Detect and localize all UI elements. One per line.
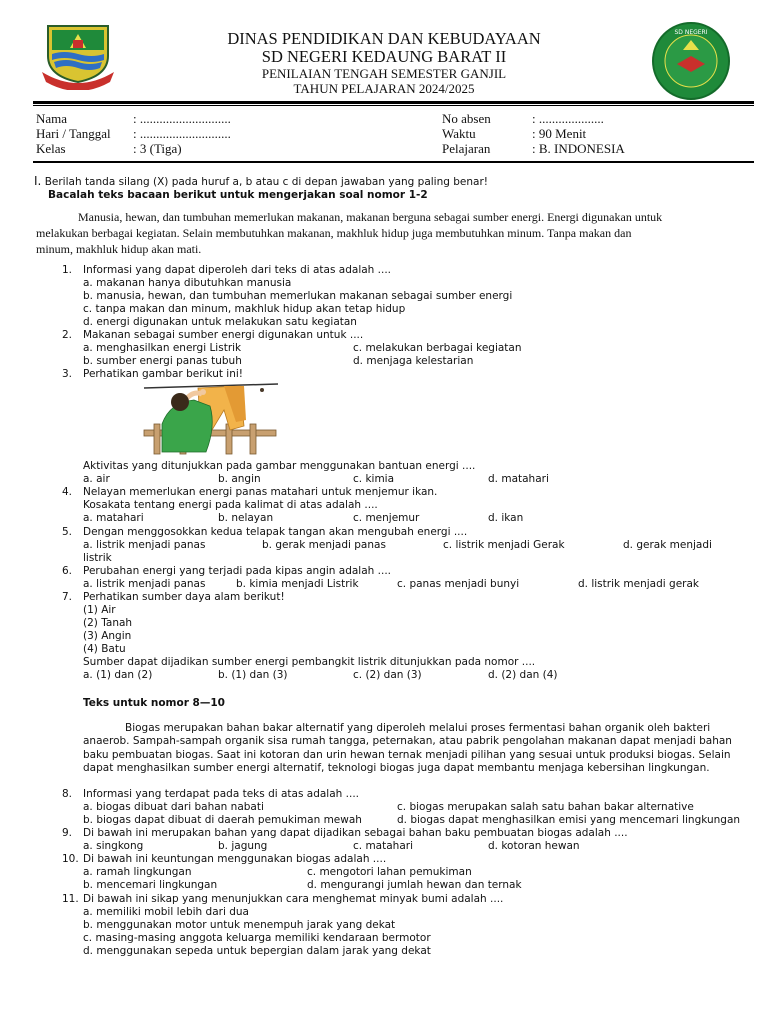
q6-text: Perubahan energi yang terjadi pada kipas angin adalah .... — [83, 565, 392, 577]
q11-option-d[interactable]: d. menggunakan sepeda untuk bepergian dalam jarak yang dekat — [83, 945, 431, 957]
q4-text: Nelayan memerlukan energi panas matahari untuk menjemur ikan. — [83, 486, 438, 498]
q8-option-b[interactable]: b. biogas dapat dibuat di daerah pemukiman mewah — [83, 814, 362, 826]
pelajaran-label: Pelajaran — [442, 141, 491, 156]
q6-option-c[interactable]: c. panas menjadi bunyi — [397, 578, 520, 590]
section-instruction: I. Berilah tanda silang (X) pada huruf a, b atau c di depan jawaban yang paling benar! — [34, 174, 488, 188]
q3-option-c[interactable]: c. kimia — [353, 473, 395, 485]
q3-question: Aktivitas yang ditunjukkan pada gambar menggunakan bantuan energi .... — [83, 460, 476, 472]
q6-option-b[interactable]: b. kimia menjadi Listrik — [236, 578, 359, 590]
waktu-value: : 90 Menit — [532, 126, 587, 141]
q8-option-c[interactable]: c. biogas merupakan salah satu bahan bakar alternative — [397, 801, 694, 813]
q1-number: 1. — [62, 264, 73, 276]
passage-2: Biogas merupakan bahan bakar alternatif yang diperoleh melalui proses fermentasi bahan organik oleh bakteri anaerob. Sampah-sampah organik sisa rumah tangga, peternakan, atau pabrik pengolahan makanan dapat menjadi bahan baku pembuatan biogas. Saat ini kotoran dan urin hewan ternak menjadi pilihan yang sesuai untuk produksi biogas. Selain dapat menghasilkan sumber energi alternatif, teknologi biogas juga dapat membantu menjaga kebersihan lingkungan. — [83, 722, 732, 774]
q1-option-a[interactable]: a. makanan hanya dibutuhkan manusia — [83, 277, 292, 289]
header-exam: PENILAIAN TENGAH SEMESTER GANJIL — [261, 66, 507, 81]
q8-text: Informasi yang terdapat pada teks di atas adalah .... — [83, 788, 360, 800]
kelas-label: Kelas — [36, 141, 66, 156]
q4-option-d[interactable]: d. ikan — [488, 512, 524, 524]
section-roman: I. — [34, 174, 42, 188]
identity-divider — [33, 161, 754, 163]
header-divider-thin — [33, 105, 754, 106]
q5-option-d[interactable]: d. gerak menjadi — [623, 539, 712, 551]
q9-option-b[interactable]: b. jagung — [218, 840, 268, 852]
q3-number: 3. — [62, 368, 73, 380]
q7-question: Sumber dapat dijadikan sumber energi pembangkit listrik ditunjukkan pada nomor .... — [83, 656, 536, 668]
q7-item-4: (4) Batu — [83, 643, 126, 655]
q7-option-a[interactable]: a. (1) dan (2) — [83, 669, 153, 681]
hari-field[interactable]: : ............................ — [133, 126, 231, 141]
q10-option-b[interactable]: b. mencemari lingkungan — [83, 879, 218, 891]
q7-item-3: (3) Angin — [83, 630, 132, 642]
q8-option-a[interactable]: a. biogas dibuat dari bahan nabati — [83, 801, 264, 813]
q8-option-d[interactable]: d. biogas dapat menghasilkan emisi yang mencemari lingkungan — [397, 814, 741, 826]
q3-text: Perhatikan gambar berikut ini! — [83, 368, 244, 380]
q4-option-b[interactable]: b. nelayan — [218, 512, 274, 524]
q5-option-a[interactable]: a. listrik menjadi panas — [83, 539, 206, 551]
q1-text: Informasi yang dapat diperoleh dari teks di atas adalah .... — [83, 264, 392, 276]
q2-option-c[interactable]: c. melakukan berbagai kegiatan — [353, 342, 522, 354]
q4-number: 4. — [62, 486, 73, 498]
nama-label: Nama — [36, 111, 68, 126]
q3-illustration — [140, 380, 280, 456]
waktu-label: Waktu — [442, 126, 476, 141]
q2-option-d[interactable]: d. menjaga kelestarian — [353, 355, 474, 367]
q5-option-b[interactable]: b. gerak menjadi panas — [262, 539, 386, 551]
svg-text:SD NEGERI: SD NEGERI — [674, 29, 708, 36]
header-divider-thick — [33, 101, 754, 104]
q9-option-c[interactable]: c. matahari — [353, 840, 413, 852]
q4-question: Kosakata tentang energi pada kalimat di atas adalah .... — [83, 499, 378, 511]
q5-option-c[interactable]: c. listrik menjadi Gerak — [443, 539, 565, 551]
q7-option-d[interactable]: d. (2) dan (4) — [488, 669, 558, 681]
q7-item-2: (2) Tanah — [83, 617, 133, 629]
hari-label: Hari / Tanggal — [36, 126, 111, 141]
passage-1: Manusia, hewan, dan tumbuhan memerlukan makanan, makanan berguna sebagai sumber energi. Energi digunakan untuk melakukan berbagai kegiatan. Selain membutuhkan makanan, makhluk hidup juga membutuhkan minum. Tanpa makan dan minum, makhluk hidup akan mati. — [36, 210, 663, 256]
q10-option-d[interactable]: d. mengurangi jumlah hewan dan ternak — [307, 879, 522, 891]
q7-number: 7. — [62, 591, 73, 603]
header-year: TAHUN PELAJARAN 2024/2025 — [293, 81, 475, 96]
q7-item-1: (1) Air — [83, 604, 116, 616]
header-school: SD NEGERI KEDAUNG BARAT II — [261, 47, 507, 66]
q10-option-c[interactable]: c. mengotori lahan pemukiman — [307, 866, 472, 878]
passage-2-heading: Teks untuk nomor 8—10 — [83, 697, 225, 709]
q10-text: Di bawah ini keuntungan menggunakan biogas adalah .... — [83, 853, 387, 865]
q1-option-d[interactable]: d. energi digunakan untuk melakukan satu kegiatan — [83, 316, 357, 328]
q2-option-a[interactable]: a. menghasilkan energi Listrik — [83, 342, 242, 354]
kelas-value: : 3 (Tiga) — [133, 141, 182, 156]
q11-option-a[interactable]: a. memiliki mobil lebih dari dua — [83, 906, 249, 918]
q9-text: Di bawah ini merupakan bahan yang dapat dijadikan sebagai bahan baku pembuatan biogas adalah .... — [83, 827, 628, 839]
q1-option-c[interactable]: c. tanpa makan dan minum, makhluk hidup akan tetap hidup — [83, 303, 406, 315]
q3-option-a[interactable]: a. air — [83, 473, 110, 485]
q6-number: 6. — [62, 565, 73, 577]
q7-text: Perhatikan sumber daya alam berikut! — [83, 591, 285, 603]
header-agency: DINAS PENDIDIKAN DAN KEBUDAYAAN — [227, 29, 541, 48]
q7-option-c[interactable]: c. (2) dan (3) — [353, 669, 422, 681]
q2-option-b[interactable]: b. sumber energi panas tubuh — [83, 355, 242, 367]
q11-option-c[interactable]: c. masing-masing anggota keluarga memiliki kendaraan bermotor — [83, 932, 431, 944]
q10-number: 10. — [62, 853, 79, 865]
q3-option-d[interactable]: d. matahari — [488, 473, 549, 485]
q6-option-a[interactable]: a. listrik menjadi panas — [83, 578, 206, 590]
q11-number: 11. — [62, 893, 79, 905]
q6-option-d[interactable]: d. listrik menjadi gerak — [578, 578, 699, 590]
nama-field[interactable]: : ............................ — [133, 111, 231, 126]
q5-text: Dengan menggosokkan kedua telapak tangan akan mengubah energi .... — [83, 526, 468, 538]
q4-option-a[interactable]: a. matahari — [83, 512, 144, 524]
q1-option-b[interactable]: b. manusia, hewan, dan tumbuhan memerlukan makanan sebagai sumber energi — [83, 290, 513, 302]
q8-number: 8. — [62, 788, 73, 800]
q5-option-d-wrap: listrik — [83, 552, 112, 564]
q11-text: Di bawah ini sikap yang menunjukkan cara menghemat minyak bumi adalah .... — [83, 893, 504, 905]
absen-label: No absen — [442, 111, 491, 126]
q9-number: 9. — [62, 827, 73, 839]
absen-field[interactable]: : .................... — [532, 111, 604, 126]
q9-option-d[interactable]: d. kotoran hewan — [488, 840, 580, 852]
section-subheading: Bacalah teks bacaan berikut untuk mengerjakan soal nomor 1-2 — [48, 189, 428, 201]
q11-option-b[interactable]: b. menggunakan motor untuk menempuh jarak yang dekat — [83, 919, 396, 931]
q5-number: 5. — [62, 526, 73, 538]
q3-option-b[interactable]: b. angin — [218, 473, 261, 485]
q9-option-a[interactable]: a. singkong — [83, 840, 144, 852]
q2-text: Makanan sebagai sumber energi digunakan untuk .... — [83, 329, 364, 341]
pelajaran-value: : B. INDONESIA — [532, 141, 625, 156]
q10-option-a[interactable]: a. ramah lingkungan — [83, 866, 192, 878]
q7-option-b[interactable]: b. (1) dan (3) — [218, 669, 288, 681]
q4-option-c[interactable]: c. menjemur — [353, 512, 420, 524]
q2-number: 2. — [62, 329, 73, 341]
